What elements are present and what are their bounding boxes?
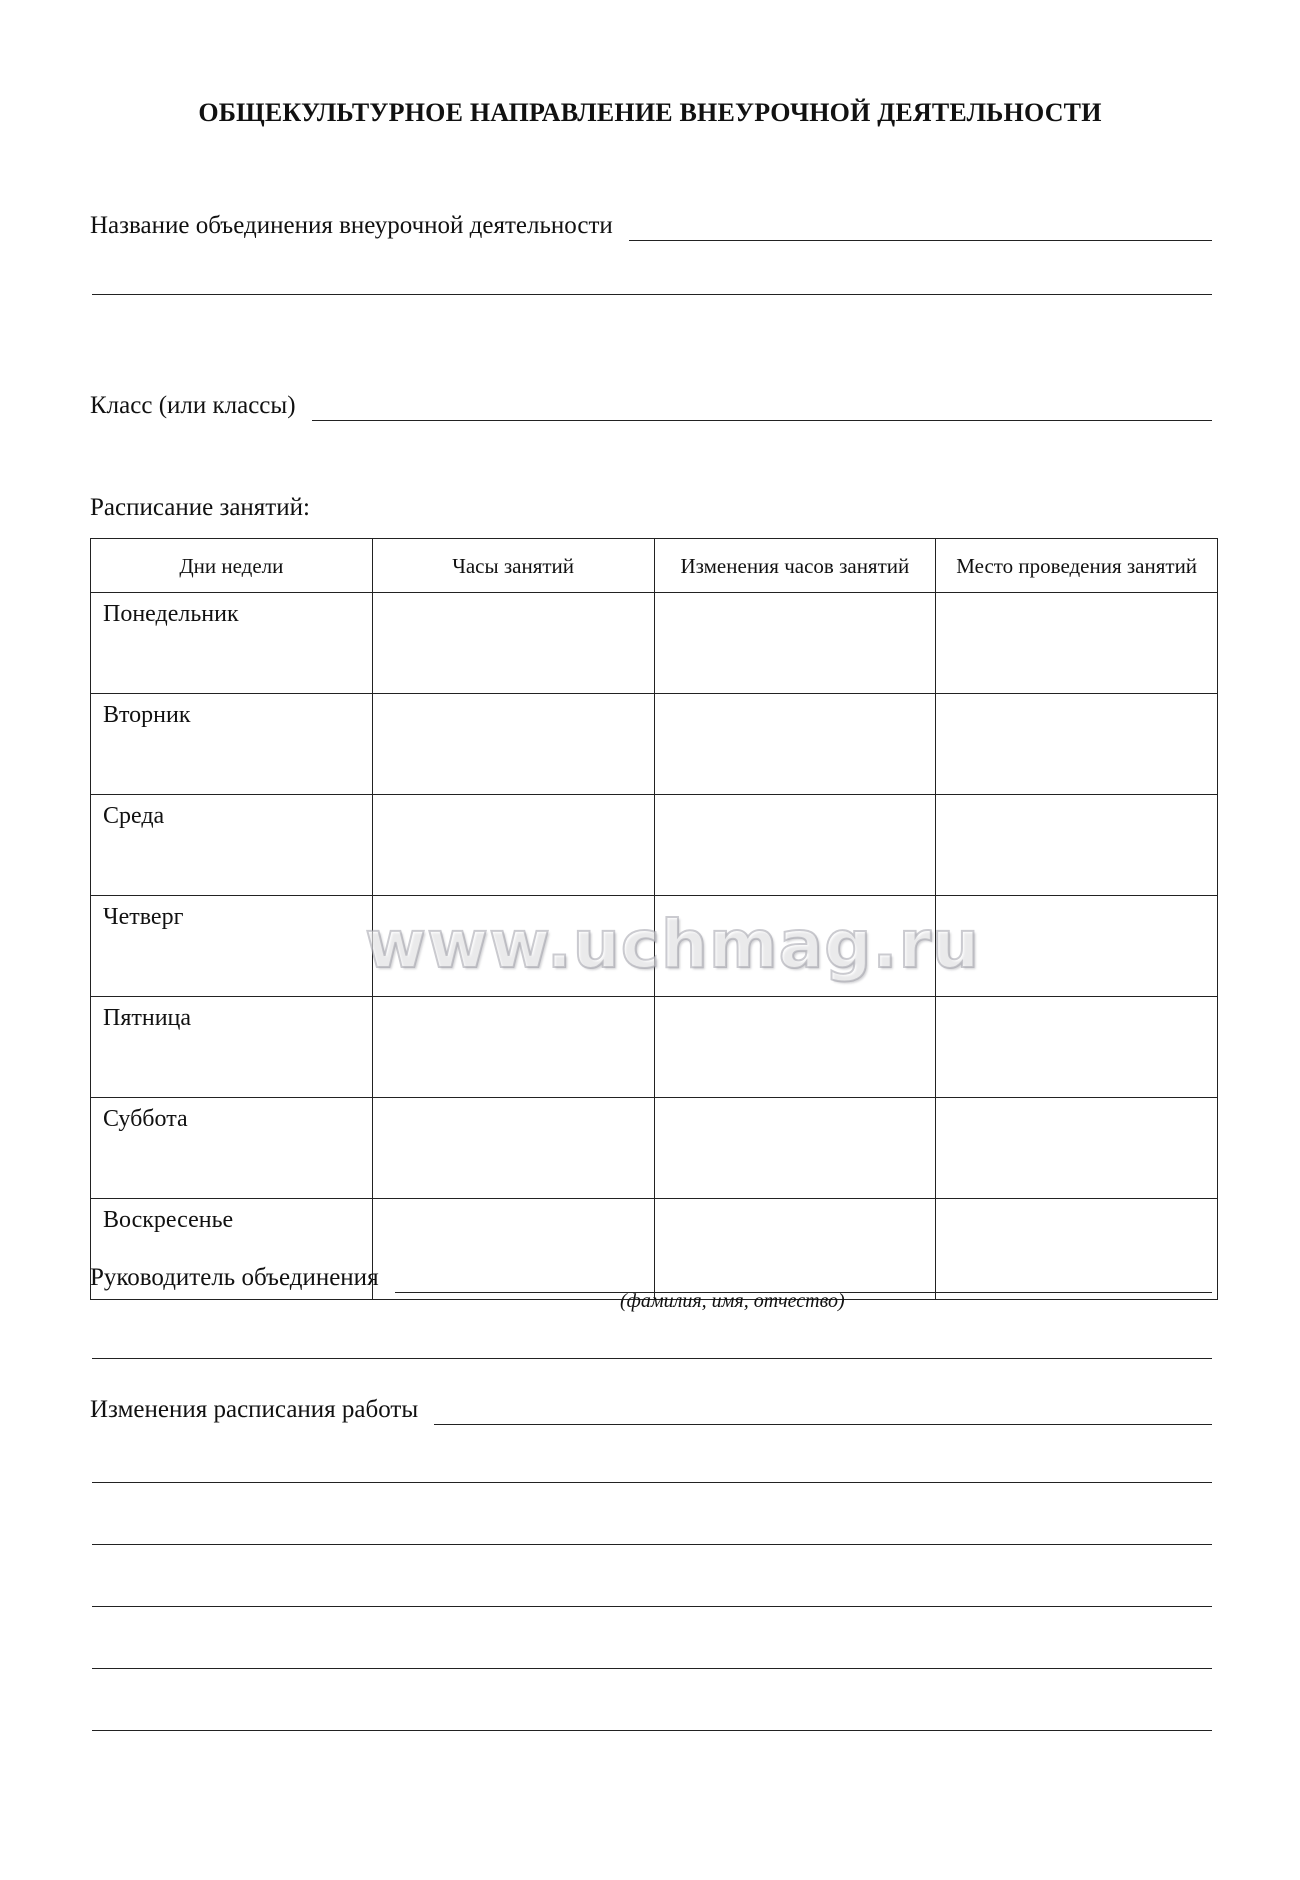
table-row xyxy=(91,997,1218,1098)
schedule-label: Расписание занятий: xyxy=(90,494,310,521)
schedule-header-row xyxy=(91,539,1218,593)
changes-field-line-4[interactable] xyxy=(92,1606,1212,1607)
table-row xyxy=(91,795,1218,896)
column-header-hour-changes: Изменения часов занятий xyxy=(654,539,936,593)
changes-field-line-2[interactable] xyxy=(92,1482,1212,1483)
day-cell-monday: Понедельник xyxy=(91,593,373,694)
hours-cell[interactable] xyxy=(372,1098,654,1199)
class-field[interactable] xyxy=(312,390,1212,421)
changes-field[interactable] xyxy=(434,1394,1212,1425)
location-cell[interactable] xyxy=(936,593,1218,694)
class-label: Класс (или классы) xyxy=(90,392,296,419)
table-row xyxy=(91,694,1218,795)
column-header-location: Место проведения занятий xyxy=(936,539,1218,593)
location-cell[interactable] xyxy=(936,896,1218,997)
location-cell[interactable] xyxy=(936,694,1218,795)
day-cell-sunday: Воскресенье xyxy=(91,1199,373,1300)
hour-changes-cell[interactable] xyxy=(654,1098,936,1199)
hour-changes-cell[interactable] xyxy=(654,795,936,896)
hour-changes-cell[interactable] xyxy=(654,593,936,694)
table-row xyxy=(91,593,1218,694)
leader-row xyxy=(90,1262,1212,1293)
changes-label: Изменения расписания работы xyxy=(90,1396,419,1423)
schedule-table xyxy=(90,538,1218,1300)
hours-cell[interactable] xyxy=(372,896,654,997)
table-row xyxy=(91,1098,1218,1199)
changes-field-line-6[interactable] xyxy=(92,1730,1212,1731)
leader-field-line-2[interactable] xyxy=(92,1358,1212,1359)
day-cell-tuesday: Вторник xyxy=(91,694,373,795)
day-cell-saturday: Суббота xyxy=(91,1098,373,1199)
day-cell-friday: Пятница xyxy=(91,997,373,1098)
hour-changes-cell[interactable] xyxy=(654,896,936,997)
leader-field[interactable] xyxy=(395,1262,1212,1293)
location-cell[interactable] xyxy=(936,1098,1218,1199)
hours-cell[interactable] xyxy=(372,593,654,694)
association-name-label: Название объединения внеурочной деятельности xyxy=(90,212,613,239)
table-row xyxy=(91,896,1218,997)
hours-cell[interactable] xyxy=(372,795,654,896)
form-title: ОБЩЕКУЛЬТУРНОЕ НАПРАВЛЕНИЕ ВНЕУРОЧНОЙ ДЕЯТЕЛЬНОСТИ xyxy=(198,98,1102,127)
association-name-field[interactable] xyxy=(629,210,1212,241)
location-cell[interactable] xyxy=(936,795,1218,896)
changes-field-line-5[interactable] xyxy=(92,1668,1212,1669)
location-cell[interactable] xyxy=(936,997,1218,1098)
leader-hint: (фамилия, имя, отчество) xyxy=(620,1290,845,1312)
column-header-days: Дни недели xyxy=(91,539,373,593)
day-cell-thursday: Четверг xyxy=(91,896,373,997)
hour-changes-cell[interactable] xyxy=(654,694,936,795)
changes-field-line-3[interactable] xyxy=(92,1544,1212,1545)
association-name-row xyxy=(90,210,1212,241)
hours-cell[interactable] xyxy=(372,997,654,1098)
leader-label: Руководитель объединения xyxy=(90,1264,379,1291)
association-name-field-line-2[interactable] xyxy=(92,294,1212,295)
watermark: www.uchmag.ru xyxy=(365,906,981,983)
changes-row xyxy=(90,1394,1212,1425)
day-cell-wednesday: Среда xyxy=(91,795,373,896)
hour-changes-cell[interactable] xyxy=(654,997,936,1098)
hours-cell[interactable] xyxy=(372,694,654,795)
column-header-hours: Часы занятий xyxy=(372,539,654,593)
class-row xyxy=(90,390,1212,421)
